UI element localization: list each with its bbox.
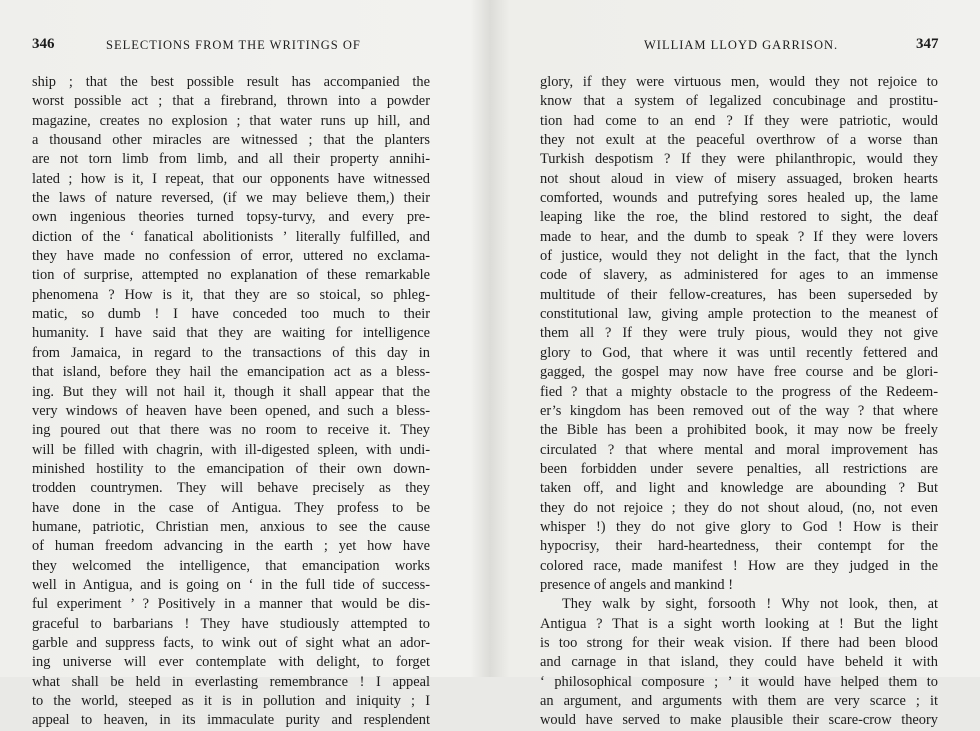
text-line: that island, before they hail the emancipation act as a bless- [32,364,430,381]
text-line: ful experiment ’ ? Positively in a manner that would be dis- [32,596,430,613]
text-line: glory, if they were virtuous men, would they not rejoice to [540,74,938,90]
text-line: would have served to make plausible their scare-crow theory [540,712,938,729]
text-line: very windows of heaven have been opened, and such a bless- [32,402,430,419]
text-line: humanity. I have said that they are waiting for intelligence [32,325,430,342]
text-line: ‘ philosophical composure ; ’ it would have helped them to [540,673,938,690]
text-line: the laws of nature reversed, (if we may believe them,) their [32,190,430,207]
text-line: ship ; that the best possible result has accompanied the [32,74,430,90]
text-line: er’s kingdom has been removed out of the way ? that where [540,402,938,419]
text-line: humane, patriotic, Christian men, anxious to see the cause [32,518,430,535]
text-line: multitude of their fellow-creatures, has been superseded by [540,286,938,303]
text-line: ing poured out that there was no room to receive it. They [32,422,430,439]
text-line: been forbidden under severe penalties, all restrictions are [540,460,938,477]
text-line: tion had come to an end ? If they were patriotic, would [540,112,938,129]
text-line: diction of the ‘ fanatical abolitionists ’ literally fulfilled, and [32,228,430,245]
text-line: ing. But they will not hail it, though it shall appear that the [32,383,430,400]
text-line: of human freedom advancing in the earth ; yet how have [32,538,430,555]
text-line: appeal to heaven, in its immaculate purity and resplendent [32,712,430,729]
text-line: garble and suppress facts, to wink out of sight what an ador- [32,634,430,651]
text-line: hypocrisy, their hard-heartedness, their contempt for the [540,538,938,555]
text-line: graceful to barbarians ! They have studiously attempted to [32,615,430,632]
text-line: lated ; how is it, I repeat, that our opponents have witnessed [32,170,430,187]
text-line: whisper !) they do not give glory to God ! How is their [540,518,938,535]
text-line: they not exult at the peaceful overthrow of a worse than [540,132,938,149]
text-line: ing universe will ever contemplate with delight, to forget [32,654,430,671]
text-line: a thousand other miracles are witnessed ; that the planters [32,132,430,149]
text-line: phenomena ? How is it, that they are so stoical, so phleg- [32,286,430,303]
text-line: will be filled with chagrin, with ill-digested spleen, with undi- [32,441,430,458]
text-line: constitutional law, giving ample protection to the meanest of [540,306,938,323]
page-text [540,73,938,731]
text-line: them all ? If they were truly pious, would they not give [540,325,938,342]
text-line: circulated ? that where mental and moral improvement has [540,441,938,458]
text-line: of justice, would they not delight in the fact, that the lynch [540,248,938,265]
text-line: have done in the case of Antigua. They profess to be [32,499,430,516]
text-line: own ingenious theories turned topsy-turvy, and every pre- [32,209,430,226]
text-line: they do not rejoice ; they do not shout aloud, (no, not even [540,499,938,516]
text-line: tion of surprise, attempted no explanation of these remarkable [32,267,430,284]
text-line: Turkish despotism ? If they were philanthropic, would they [540,151,938,168]
text-line: and carnage in that island, they could have beheld it with [540,654,938,671]
text-line: glory to God, that where it was until recently fettered and [540,344,938,361]
text-line: is too strong for their weak vision. If there had been blood [540,634,938,651]
text-line: are not torn limb from limb, and all their property annihi- [32,151,430,168]
text-line: taken off, and light and knowledge are abounding ? But [540,480,938,497]
text-line: well in Antigua, and is going on ‘ in the full tide of success- [32,576,430,593]
text-line: code of slavery, as administered for ages to an immense [540,267,938,284]
text-line: worst possible act ; that a firebrand, thrown into a powder [32,93,430,110]
right-page [490,0,980,729]
text-line: fied ? that a mighty obstacle to the progress of the Redeem- [540,383,938,400]
text-line: minished hostility to the emancipation of their own down- [32,460,430,477]
page-number: 346 [32,36,55,52]
left-page [0,0,490,729]
text-line: they welcomed the intelligence, that emancipation works [32,557,430,574]
text-line: comforted, wounds and putrefying sores healed up, the lame [540,190,938,207]
text-line: to the world, steeped as it is in pollution and iniquity ; I [32,693,430,709]
text-line: Antigua ? That is a sight worth looking at ! But the light [540,615,938,632]
text-line: the Bible has been a prohibited book, it may now be freely [540,422,938,439]
page-text [32,73,430,731]
text-line: what shall be held in everlasting remembrance ! I appeal [32,673,430,690]
text-line: know that a system of legalized concubinage and prostitu- [540,93,938,110]
text-line: made to hear, and the dumb to speak ? If they were lovers [540,228,938,245]
text-line: presence of angels and mankind ! [540,576,734,593]
text-line: They walk by sight, forsooth ! Why not look, then, at [562,596,938,613]
text-line: leaping like the roe, the blind restored to sight, the deaf [540,209,938,226]
text-line: not shout aloud in view of misery assuaged, broken hearts [540,170,938,187]
text-line: from Jamaica, in regard to the transactions of this day in [32,344,430,361]
page-number: 347 [916,36,939,52]
text-line: they have made no confession of error, uttered no exclama- [32,248,430,265]
running-head: SELECTIONS FROM THE WRITINGS OF [106,38,361,52]
text-line: colored race, made manifest ! How are they judged in the [540,557,938,574]
text-line: magazine, creates no explosion ; that water runs up hill, and [32,112,430,129]
text-line: gagged, the gospel may now have free course and be glori- [540,364,938,381]
running-head: WILLIAM LLOYD GARRISON. [644,38,839,52]
text-line: trodden countrymen. They will behave precisely as they [32,480,430,497]
text-line: an argument, and arguments with them are very scarce ; it [540,693,938,709]
text-line: matic, so dumb ! I have conceded too much to their [32,306,430,323]
